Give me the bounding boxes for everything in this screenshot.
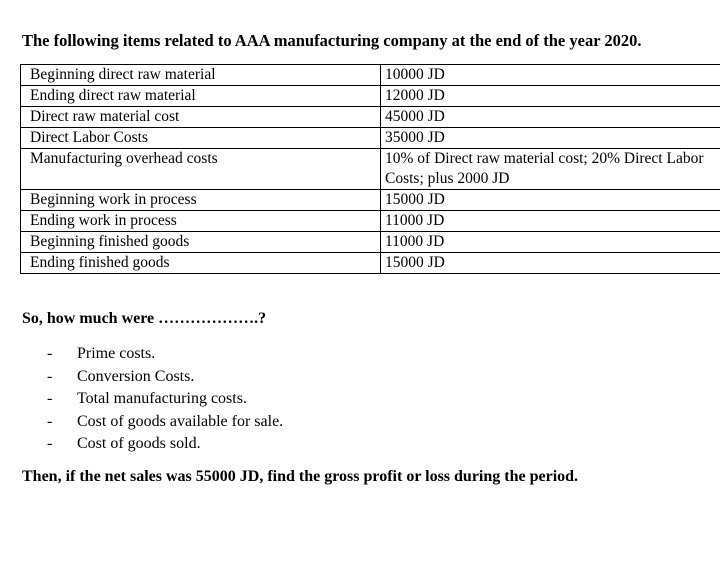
table-row: [21, 128, 720, 149]
page-heading: The following items related to AAA manufacturing company at the end of the year 2020.: [22, 31, 642, 50]
row-label: Beginning work in process: [21, 190, 381, 211]
task-text: Prime costs.: [77, 345, 156, 362]
row-value: 15000 JD: [381, 190, 720, 211]
row-label: Manufacturing overhead costs: [21, 149, 381, 190]
table-row: [21, 65, 720, 86]
bullet-dash: -: [47, 345, 53, 362]
table-row: [21, 86, 720, 107]
row-label: Beginning finished goods: [21, 232, 381, 253]
question-prompt: So, how much were ……………….?: [22, 310, 267, 327]
row-label: Ending finished goods: [21, 253, 381, 274]
row-value: 10% of Direct raw material cost; 20% Direct Labor Costs; plus 2000 JD: [381, 149, 720, 190]
row-value: 11000 JD: [381, 232, 720, 253]
row-label: Ending work in process: [21, 211, 381, 232]
row-value: 10000 JD: [381, 65, 720, 86]
bullet-dash: -: [47, 412, 53, 430]
final-question: Then, if the net sales was 55000 JD, find the gross profit or loss during the period.: [22, 468, 579, 485]
row-label: Ending direct raw material: [21, 86, 381, 107]
row-value: 11000 JD: [381, 211, 720, 232]
table-row: [21, 107, 720, 128]
table-row: [21, 232, 720, 253]
task-text: Cost of goods sold.: [77, 435, 201, 452]
row-label: Direct Labor Costs: [21, 128, 381, 149]
bullet-dash: -: [47, 367, 53, 385]
table-row: [21, 211, 720, 232]
row-value: 45000 JD: [381, 107, 720, 128]
row-value: 12000 JD: [381, 86, 720, 107]
bullet-dash: -: [47, 435, 53, 452]
task-text: Total manufacturing costs.: [77, 390, 247, 407]
cost-items-table: [20, 64, 720, 274]
bullet-dash: -: [47, 390, 53, 407]
row-label: Beginning direct raw material: [21, 65, 381, 86]
task-text: Conversion Costs.: [77, 367, 195, 385]
row-value: 35000 JD: [381, 128, 720, 149]
row-label: Direct raw material cost: [21, 107, 381, 128]
row-value: 15000 JD: [381, 253, 720, 274]
task-text: Cost of goods available for sale.: [77, 412, 284, 430]
table-row: [21, 190, 720, 211]
table-row: [21, 253, 720, 274]
table-row: [21, 149, 720, 190]
